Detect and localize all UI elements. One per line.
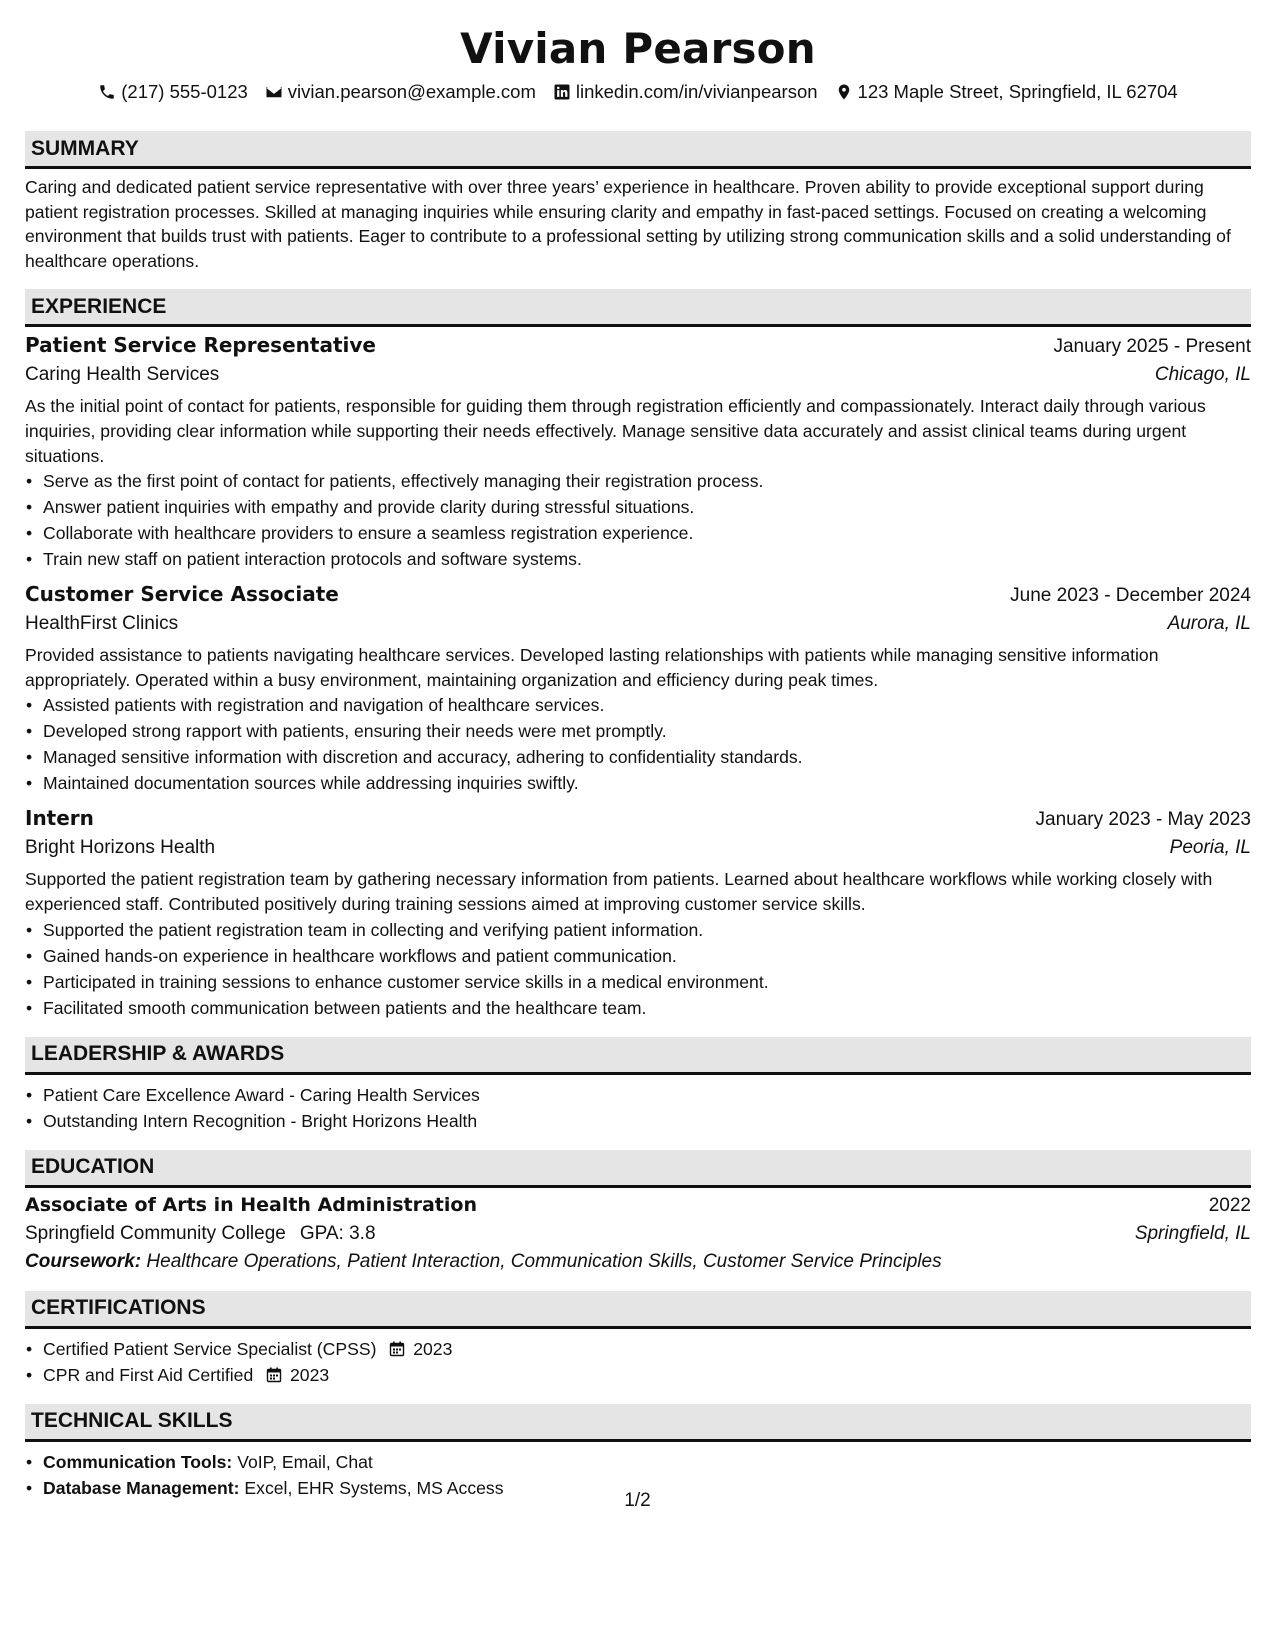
job-location: Chicago, IL bbox=[1154, 364, 1251, 386]
list-item: • Serve as the first point of contact for patients, effectively managing their registration process. bbox=[43, 468, 1251, 494]
job-title: Patient Service Representative bbox=[25, 333, 376, 358]
job-entry bbox=[25, 806, 1251, 1020]
job-location: Aurora, IL bbox=[1167, 613, 1251, 635]
list-item: • Patient Care Excellence Award - Caring Health Services bbox=[43, 1082, 1251, 1108]
contact-phone bbox=[98, 81, 248, 103]
phone-text: (217) 555-0123 bbox=[121, 81, 248, 102]
list-item: • Facilitated smooth communication between patients and the healthcare team. bbox=[43, 995, 1251, 1021]
calendar-icon bbox=[266, 1367, 282, 1383]
job-header bbox=[25, 582, 1251, 607]
summary-heading: SUMMARY bbox=[25, 131, 1251, 169]
job-subheader bbox=[25, 364, 1251, 386]
job-dates: January 2023 - May 2023 bbox=[1035, 809, 1251, 831]
job-bullets bbox=[25, 917, 1251, 1021]
job-company: HealthFirst Clinics bbox=[25, 613, 179, 635]
envelope-icon bbox=[265, 83, 283, 101]
experience-heading: EXPERIENCE bbox=[25, 289, 1251, 327]
education-entry bbox=[25, 1194, 1251, 1273]
education-subheader bbox=[25, 1223, 1251, 1245]
degree-title: Associate of Arts in Health Administration bbox=[25, 1193, 477, 1216]
contact-bar bbox=[25, 81, 1251, 103]
list-item bbox=[43, 1449, 1251, 1475]
contact-linkedin[interactable] bbox=[553, 81, 818, 103]
phone-icon bbox=[98, 83, 116, 101]
job-title: Customer Service Associate bbox=[25, 582, 339, 607]
graduation-year: 2022 bbox=[1208, 1194, 1251, 1216]
coursework-text: Healthcare Operations, Patient Interaction, Communication Skills, Customer Service Principles bbox=[146, 1250, 942, 1272]
list-item: • Developed strong rapport with patients, ensuring their needs were met promptly. bbox=[43, 718, 1251, 744]
job-description: As the initial point of contact for patients, responsible for guiding them through registration efficiently and compassionately. Interact daily through various inquiries, providing clear information while supporting their needs effectively. Manage sensitive data accurately and assist clinical teams during urgent situations. bbox=[25, 396, 1206, 466]
list-item: • Gained hands-on experience in healthcare workflows and patient communication. bbox=[43, 943, 1251, 969]
list-item: • Managed sensitive information with discretion and accuracy, adhering to confidentiality standards. bbox=[43, 744, 1251, 770]
cert-year: 2023 bbox=[413, 1338, 453, 1359]
job-description: Supported the patient registration team by gathering necessary information from patients. Learned about healthcare workflows while working closely with experienced staff. Contributed positively during training sessions aimed at improving customer service skills. bbox=[25, 869, 1213, 914]
map-pin-icon bbox=[835, 83, 853, 101]
list-item bbox=[43, 1362, 1251, 1388]
list-item: • Answer patient inquiries with empathy and provide clarity during stressful situations. bbox=[43, 494, 1251, 520]
job-location: Peoria, IL bbox=[1169, 837, 1251, 859]
school-name: Springfield Community College bbox=[25, 1222, 286, 1244]
resume-page bbox=[25, 0, 1251, 1501]
skill-value: VoIP, Email, Chat bbox=[237, 1451, 373, 1472]
job-dates: June 2023 - December 2024 bbox=[1010, 585, 1251, 607]
contact-email[interactable] bbox=[265, 81, 536, 103]
job-subheader bbox=[25, 613, 1251, 635]
job-entry bbox=[25, 333, 1251, 572]
skill-value: Excel, EHR Systems, MS Access bbox=[244, 1477, 504, 1498]
gpa: GPA: 3.8 bbox=[299, 1222, 376, 1244]
job-company: Caring Health Services bbox=[25, 364, 220, 386]
list-item: • Outstanding Intern Recognition - Bright Horizons Health bbox=[43, 1108, 1251, 1134]
list-item: • Participated in training sessions to enhance customer service skills in a medical environment. bbox=[43, 969, 1251, 995]
job-subheader bbox=[25, 837, 1251, 859]
education-header bbox=[25, 1194, 1251, 1217]
coursework-label: Coursework: bbox=[25, 1250, 142, 1272]
job-title: Intern bbox=[25, 806, 94, 831]
list-item: • Train new staff on patient interaction protocols and software systems. bbox=[43, 546, 1251, 572]
job-bullets bbox=[25, 692, 1251, 796]
list-item bbox=[43, 1336, 1251, 1362]
awards-list bbox=[25, 1082, 1251, 1134]
job-bullets bbox=[25, 468, 1251, 572]
coursework-line bbox=[25, 1251, 1251, 1273]
awards-heading: LEADERSHIP & AWARDS bbox=[25, 1037, 1251, 1075]
job-description: Provided assistance to patients navigating healthcare services. Developed lasting relationships with patients while managing sensitive information appropriately. Operated within a busy environment, maintaining organization and efficiency during peak times. bbox=[25, 645, 1159, 690]
skill-label: Communication Tools: bbox=[43, 1451, 233, 1472]
page-number: 1/2 bbox=[624, 1490, 651, 1511]
skills-heading: TECHNICAL SKILLS bbox=[25, 1404, 1251, 1442]
job-header bbox=[25, 806, 1251, 831]
cert-name: CPR and First Aid Certified bbox=[43, 1364, 254, 1385]
list-item: • Maintained documentation sources while addressing inquiries swiftly. bbox=[43, 770, 1251, 796]
job-company: Bright Horizons Health bbox=[25, 837, 216, 859]
email-text: vivian.pearson@example.com bbox=[287, 81, 536, 102]
job-header bbox=[25, 333, 1251, 358]
address-text: 123 Maple Street, Springfield, IL 62704 bbox=[857, 81, 1178, 102]
calendar-icon bbox=[389, 1341, 405, 1357]
list-item: • Supported the patient registration team in collecting and verifying patient information. bbox=[43, 917, 1251, 943]
list-item: • Assisted patients with registration and navigation of healthcare services. bbox=[43, 692, 1251, 718]
linkedin-icon bbox=[553, 83, 571, 101]
summary-text: Caring and dedicated patient service representative with over three years’ experience in healthcare. Proven ability to provide exceptional support during patient registration processes. Skilled at managing inquiries while ensuring clarity and empathy in fast-paced settings. Focused on creating a welcoming environment that builds trust with patients. Eager to contribute to a professional setting by utilizing strong communication skills and a solid understanding of healthcare operations. bbox=[25, 177, 1231, 271]
list-item: • Collaborate with healthcare providers to ensure a seamless registration experience. bbox=[43, 520, 1251, 546]
job-dates: January 2025 - Present bbox=[1053, 336, 1251, 358]
skill-label: Database Management: bbox=[43, 1477, 240, 1498]
cert-year: 2023 bbox=[290, 1364, 330, 1385]
certifications-list bbox=[25, 1336, 1251, 1388]
contact-address bbox=[835, 81, 1178, 103]
linkedin-text: linkedin.com/in/vivianpearson bbox=[575, 81, 818, 102]
job-entry bbox=[25, 582, 1251, 796]
cert-name: Certified Patient Service Specialist (CPSS) bbox=[43, 1338, 377, 1359]
candidate-name: Vivian Pearson bbox=[460, 24, 816, 73]
school-location: Springfield, IL bbox=[1134, 1222, 1251, 1244]
education-heading: EDUCATION bbox=[25, 1150, 1251, 1188]
school-line bbox=[25, 1223, 376, 1245]
certifications-heading: CERTIFICATIONS bbox=[25, 1291, 1251, 1329]
